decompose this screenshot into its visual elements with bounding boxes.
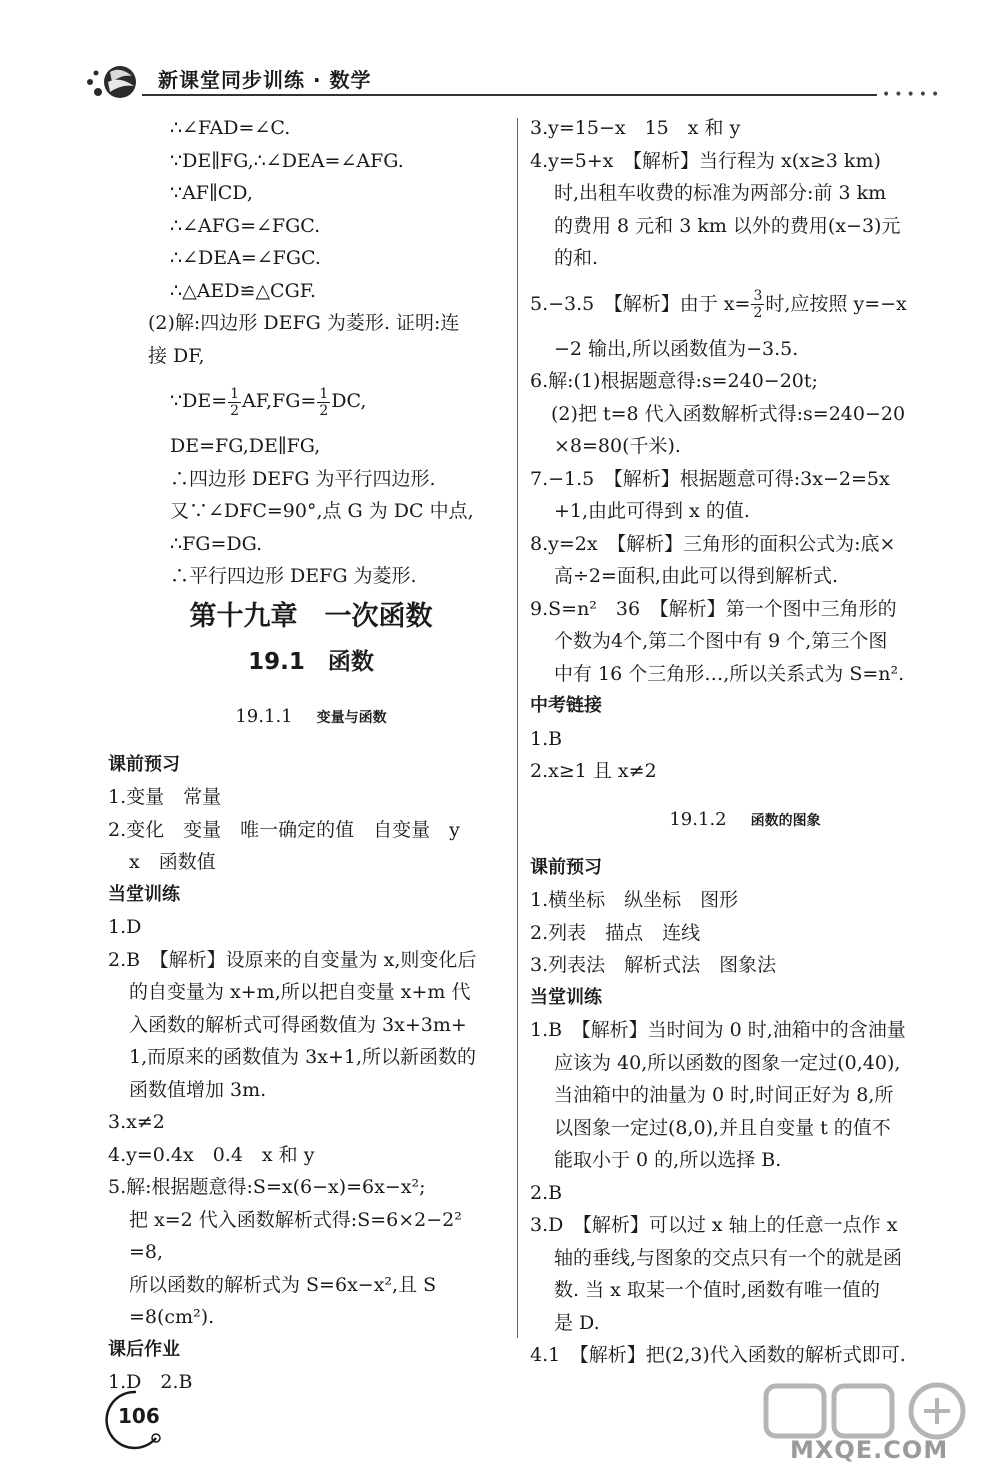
- proof-line: 又∵∠DFC=90°,点 G 为 DC 中点,: [170, 500, 474, 522]
- subsection-name: 变量与函数: [316, 709, 387, 726]
- answer-line: 的和.: [554, 247, 599, 269]
- answer-line: 函数值增加 3m.: [129, 1078, 267, 1101]
- homework-heading: 课后作业: [108, 1338, 180, 1360]
- answer-line: 1.D: [108, 916, 142, 938]
- proof-line: ∴FG=DG.: [170, 532, 263, 555]
- answer-line: ×8=80(千米).: [554, 435, 681, 457]
- header-dots: •••••: [882, 87, 944, 103]
- part2-line: (2)解:四边形 DEFG 为菱形. 证明:连: [148, 312, 460, 334]
- answer-line: −2 输出,所以函数值为−3.5.: [554, 337, 799, 360]
- header-title: 新课堂同步训练 · 数学: [158, 68, 372, 92]
- fraction: [317, 386, 330, 419]
- answer-line: 1,而原来的函数值为 3x+1,所以新函数的: [129, 1046, 477, 1068]
- answer-line: 1.B 【解析】当时间为 0 时,油箱中的含油量: [530, 1019, 906, 1041]
- section-title: 19.1 函数: [248, 648, 374, 675]
- answer-line: =8(cm²).: [129, 1306, 215, 1328]
- header-rule: [142, 94, 877, 96]
- watermark-text: MXQE.COM: [790, 1436, 949, 1464]
- subsection-number: 19.1.1: [235, 705, 293, 727]
- book-logo-icon: [82, 60, 138, 104]
- answer-line: 1.横坐标 纵坐标 图形: [530, 889, 739, 911]
- answer-line: 应该为 40,所以函数的图象一定过(0,40),: [554, 1051, 901, 1074]
- answer-line: 6.解:(1)根据题意得:s=240−20t;: [530, 370, 818, 392]
- answer-line: +1,由此可得到 x 的值.: [554, 500, 750, 522]
- fraction-line: [108, 372, 514, 430]
- answer-line: 中有 16 个三角形…,所以关系式为 S=n².: [554, 662, 905, 685]
- fraction-denominator: 2: [319, 402, 329, 419]
- proof-line: ∴平行四边形 DEFG 为菱形.: [170, 565, 417, 587]
- text-run: 5.−3.5 【解析】由于 x=: [530, 292, 751, 315]
- answer-line: 是 D.: [554, 1311, 600, 1334]
- page-number: 106: [118, 1404, 160, 1428]
- class-heading: 当堂训练: [108, 883, 180, 905]
- answer-line: 1.D 2.B: [108, 1371, 193, 1393]
- answer-line: 1.变量 常量: [108, 786, 222, 808]
- answer-line: 以图象一定过(8,0),并且自变量 t 的值不: [554, 1116, 891, 1139]
- proof-line: ∴∠FAD=∠C.: [170, 117, 291, 139]
- right-column: [530, 112, 960, 1372]
- proof-line: ∴∠AFG=∠FGC.: [170, 214, 321, 237]
- answer-line: 2.B 【解析】设原来的自变量为 x,则变化后: [108, 948, 477, 971]
- answer-line: 所以函数的解析式为 S=6x−x²,且 S: [129, 1273, 437, 1296]
- exam-heading: 中考链接: [530, 695, 602, 716]
- answer-line: 2.变化 变量 唯一确定的值 自变量 y: [108, 818, 460, 841]
- answer-line: (2)把 t=8 代入函数解析式得:s=240−20: [551, 402, 906, 425]
- answer-line: 4.1 【解析】把(2,3)代入函数的解析式即可.: [530, 1344, 906, 1366]
- class-heading: 当堂训练: [530, 986, 602, 1008]
- text-run: AF,FG=: [242, 390, 317, 412]
- answer-line: 轴的垂线,与图象的交点只有一个的就是函: [554, 1246, 903, 1269]
- answer-line: 2.列表 描点 连线: [530, 921, 701, 944]
- answer-line: x 函数值: [129, 851, 216, 873]
- fraction-denominator: 2: [753, 305, 763, 321]
- answer-line: 的费用 8 元和 3 km 以外的费用(x−3)元: [554, 214, 901, 237]
- proof-line: ∴∠DEA=∠FGC.: [170, 247, 321, 269]
- answer-line: 2.B: [530, 1181, 563, 1204]
- part2-line: 接 DF,: [148, 344, 205, 367]
- left-column: [108, 112, 514, 1399]
- answer-line: 8.y=2x 【解析】三角形的面积公式为:底×: [530, 532, 896, 555]
- fraction: [228, 386, 241, 419]
- fraction-numerator: 3: [753, 288, 763, 304]
- answer-line: 3.y=15−x 15 x 和 y: [530, 117, 741, 139]
- page-header: [82, 58, 942, 108]
- answer-line: 7.−1.5 【解析】根据题意可得:3x−2=5x: [530, 467, 890, 490]
- text-run: ∵DE=: [170, 390, 228, 412]
- subsection-name: 函数的图象: [750, 812, 821, 829]
- subsection-title: [530, 788, 960, 852]
- proof-line: DE=FG,DE∥FG,: [170, 435, 321, 457]
- answer-line: 4.y=0.4x 0.4 x 和 y: [108, 1143, 315, 1166]
- answer-line: 2.x≥1 且 x≠2: [530, 760, 657, 782]
- answer-line: 9.S=n² 36 【解析】第一个图中三角形的: [530, 597, 897, 620]
- fraction-numerator: 1: [319, 385, 329, 402]
- fraction-numerator: 1: [230, 385, 240, 402]
- answer-line: =8,: [129, 1241, 164, 1263]
- answer-line: 的自变量为 x+m,所以把自变量 x+m 代: [129, 981, 471, 1003]
- answer-line: 数. 当 x 取某一个值时,函数有唯一值的: [554, 1279, 880, 1301]
- fraction-line: [530, 275, 960, 333]
- column-divider: [517, 118, 518, 1338]
- preview-heading: 课前预习: [108, 753, 180, 775]
- proof-line: ∵AF∥CD,: [170, 182, 253, 204]
- subsection-number: 19.1.2: [669, 808, 727, 830]
- answer-line: 时,出租车收费的标准为两部分:前 3 km: [554, 182, 887, 204]
- chapter-title: 第十九章 一次函数: [189, 600, 433, 632]
- answer-line: 5.解:根据题意得:S=x(6−x)=6x−x²;: [108, 1176, 426, 1198]
- subsection-title: [108, 685, 514, 749]
- answer-line: 3.x≠2: [108, 1111, 165, 1133]
- answer-line: 把 x=2 代入函数解析式得:S=6×2−2²: [129, 1208, 462, 1231]
- fraction-denominator: 2: [230, 402, 240, 419]
- proof-line: ∴四边形 DEFG 为平行四边形.: [170, 467, 436, 490]
- answer-line: 高÷2=面积,由此可以得到解析式.: [554, 565, 839, 587]
- answer-line: 个数为4个,第二个图中有 9 个,第三个图: [554, 630, 888, 652]
- text-run: DC,: [331, 390, 367, 412]
- preview-heading: 课前预习: [530, 856, 602, 878]
- fraction: [751, 288, 764, 321]
- proof-line: ∵DE∥FG,∴∠DEA=∠AFG.: [170, 149, 404, 172]
- answer-line: 3.列表法 解析式法 图象法: [530, 954, 777, 976]
- proof-line: ∴△AED≌△CGF.: [170, 279, 317, 302]
- answer-line: 4.y=5+x 【解析】当行程为 x(x≥3 km): [530, 149, 881, 172]
- answer-line: 1.B: [530, 727, 563, 750]
- answer-line: 当油箱中的油量为 0 时,时间正好为 8,所: [554, 1084, 894, 1106]
- answer-line: 入函数的解析式可得函数值为 3x+3m+: [129, 1013, 467, 1036]
- answer-line: 3.D 【解析】可以过 x 轴上的任意一点作 x: [530, 1214, 898, 1236]
- text-run: 时,应按照 y=−x: [765, 292, 907, 315]
- answer-line: 能取小于 0 的,所以选择 B.: [554, 1149, 782, 1171]
